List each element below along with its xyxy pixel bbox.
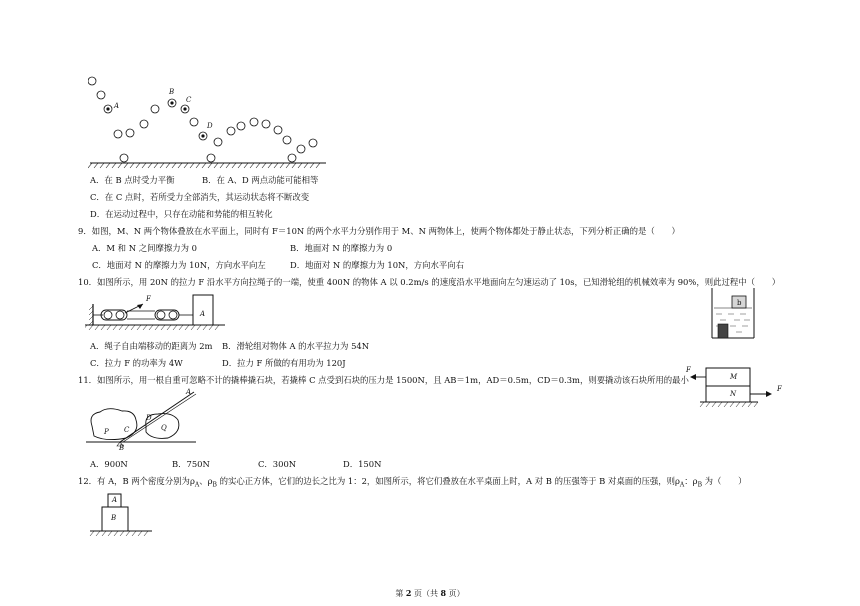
force-f-left-label: F [686, 366, 691, 374]
q11-option-c: C．300N [258, 459, 297, 469]
stacked-blocks-figure [686, 364, 786, 410]
q10-option-d: D．拉力 F 所做的有用功为 120J [222, 358, 346, 368]
cube-b-label: B [111, 514, 117, 522]
q10-stem: 10．如图所示，用 20N 的拉力 F 沿水平方向拉绳子的一端，使重 400N 的物体 A 以 0.2m/s 的速度沿水平地面向左匀速运动了 10s，已知滑轮组的机械效率为 90%，则此过程中（ ） [78, 277, 781, 287]
q9-option-c: C．地面对 N 的摩擦力为 10N，方向水平向左 [92, 260, 266, 270]
point-a-lever-label: A [186, 388, 192, 396]
block-a-label: A [200, 310, 206, 318]
q11-option-b: B．750N [172, 459, 210, 469]
force-f-label: F [146, 295, 151, 303]
q12-stem: 12．有 A，B 两个密度分别为$\rho_A$、$\rho_B$ 的实心正方体，它们的边长之比为 1：2，如图所示，将它们叠放在水平桌面上时，A 对 B 的压强等于 B 对桌面的压强，则$\rho_A$：$\rho_B$ 为（ ） [78, 476, 747, 489]
q8-option-b: B．在 A、D 两点动能可能相等 [202, 175, 319, 185]
beaker-figure [706, 284, 760, 344]
block-n-label: N [730, 390, 737, 398]
point-b-label: B [169, 88, 175, 96]
q11-stem: 11．如图所示，用一根自重可忽略不计的撬棒撬石块，若撬棒 C 点受到石块的压力是 1500N，且 AB＝1m，AD＝0.5m，CD＝0.3m，则要撬动该石块所用的最小 [78, 375, 689, 385]
q11-option-d: D．150N [343, 459, 382, 469]
q9-option-a: A．M 和 N 之间摩擦力为 0 [92, 243, 197, 253]
point-a-label: A [114, 102, 120, 110]
point-c-label: C [186, 96, 192, 104]
q9-option-b: B．地面对 N 的摩擦力为 0 [290, 243, 393, 253]
q8-option-c: C．在 C 点时，若所受力全部消失，其运动状态将不断改变 [90, 192, 310, 202]
page-footer: 第 2 页（共 8 页） [395, 588, 465, 598]
point-d-lever-label: D [146, 414, 152, 422]
q8-option-d: D．在运动过程中，只存在动能和势能的相互转化 [90, 209, 273, 219]
q11-option-a: A．900N [90, 459, 128, 469]
q8-option-a: A．在 B 点时受力平衡 [90, 175, 175, 185]
rock-p-label: P [104, 428, 109, 436]
cubes-figure [88, 490, 158, 538]
bouncing-ball-figure [88, 72, 328, 170]
cube-a-label: A [112, 496, 118, 504]
block-b-label: b [737, 299, 742, 307]
q10-option-a: A．绳子自由端移动的距离为 2m [90, 341, 213, 351]
point-c-lever-label: C [124, 426, 130, 434]
q9-option-d: D．地面对 N 的摩擦力为 10N，方向水平向右 [290, 260, 465, 270]
point-d-label: D [207, 122, 213, 130]
q10-option-b: B．滑轮组对物体 A 的水平拉力为 54N [222, 341, 370, 351]
rock-q-label: Q [161, 424, 167, 432]
force-f-right-label: F [777, 385, 782, 393]
q9-stem: 9．如图，M、N 两个物体叠放在水平面上，同时有 F＝10N 的两个水平力分别作用于 M、N 两物体上，使两个物体都处于静止状态，下列分析正确的是（ ） [78, 226, 680, 236]
q10-option-c: C．拉力 F 的功率为 4W [90, 358, 183, 368]
point-b-lever-label: B [119, 444, 125, 452]
block-m-label: M [730, 373, 738, 381]
